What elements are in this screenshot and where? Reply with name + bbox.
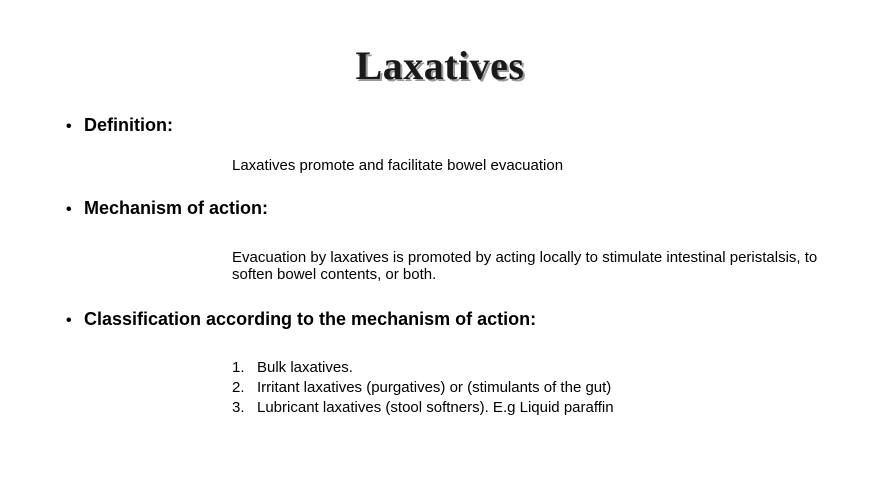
- list-item-text: Bulk laxatives.: [257, 359, 353, 376]
- list-item: [232, 378, 614, 398]
- slide-title: Laxatives: [355, 43, 525, 88]
- list-item-number: 1.: [232, 359, 245, 376]
- bullet-dot: •: [66, 312, 72, 329]
- list-item-text: Irritant laxatives (purgatives) or (stimulants of the gut): [257, 379, 612, 396]
- classification-list: [232, 358, 614, 418]
- classification-heading: Classification according to the mechanism of action:: [84, 309, 537, 329]
- list-item-text: Lubricant laxatives (stool softners). E.g Liquid paraffin: [257, 399, 614, 416]
- mechanism-text: Evacuation by laxatives is promoted by acting locally to stimulate intestinal peristalsis, to soften bowel contents, or both.: [232, 249, 818, 283]
- mechanism-heading: Mechanism of action:: [84, 198, 269, 218]
- definition-heading: Definition:: [84, 115, 173, 135]
- bullet-mechanism: [66, 196, 268, 222]
- list-item: [232, 398, 614, 418]
- bullet-dot: •: [66, 118, 72, 135]
- list-item-number: 3.: [232, 399, 245, 416]
- definition-text: Laxatives promote and facilitate bowel evacuation: [232, 157, 564, 174]
- bullet-definition: [66, 113, 173, 139]
- bullet-dot: •: [66, 201, 72, 218]
- list-item: [232, 358, 614, 378]
- list-item-number: 2.: [232, 379, 245, 396]
- bullet-classification: [66, 307, 536, 333]
